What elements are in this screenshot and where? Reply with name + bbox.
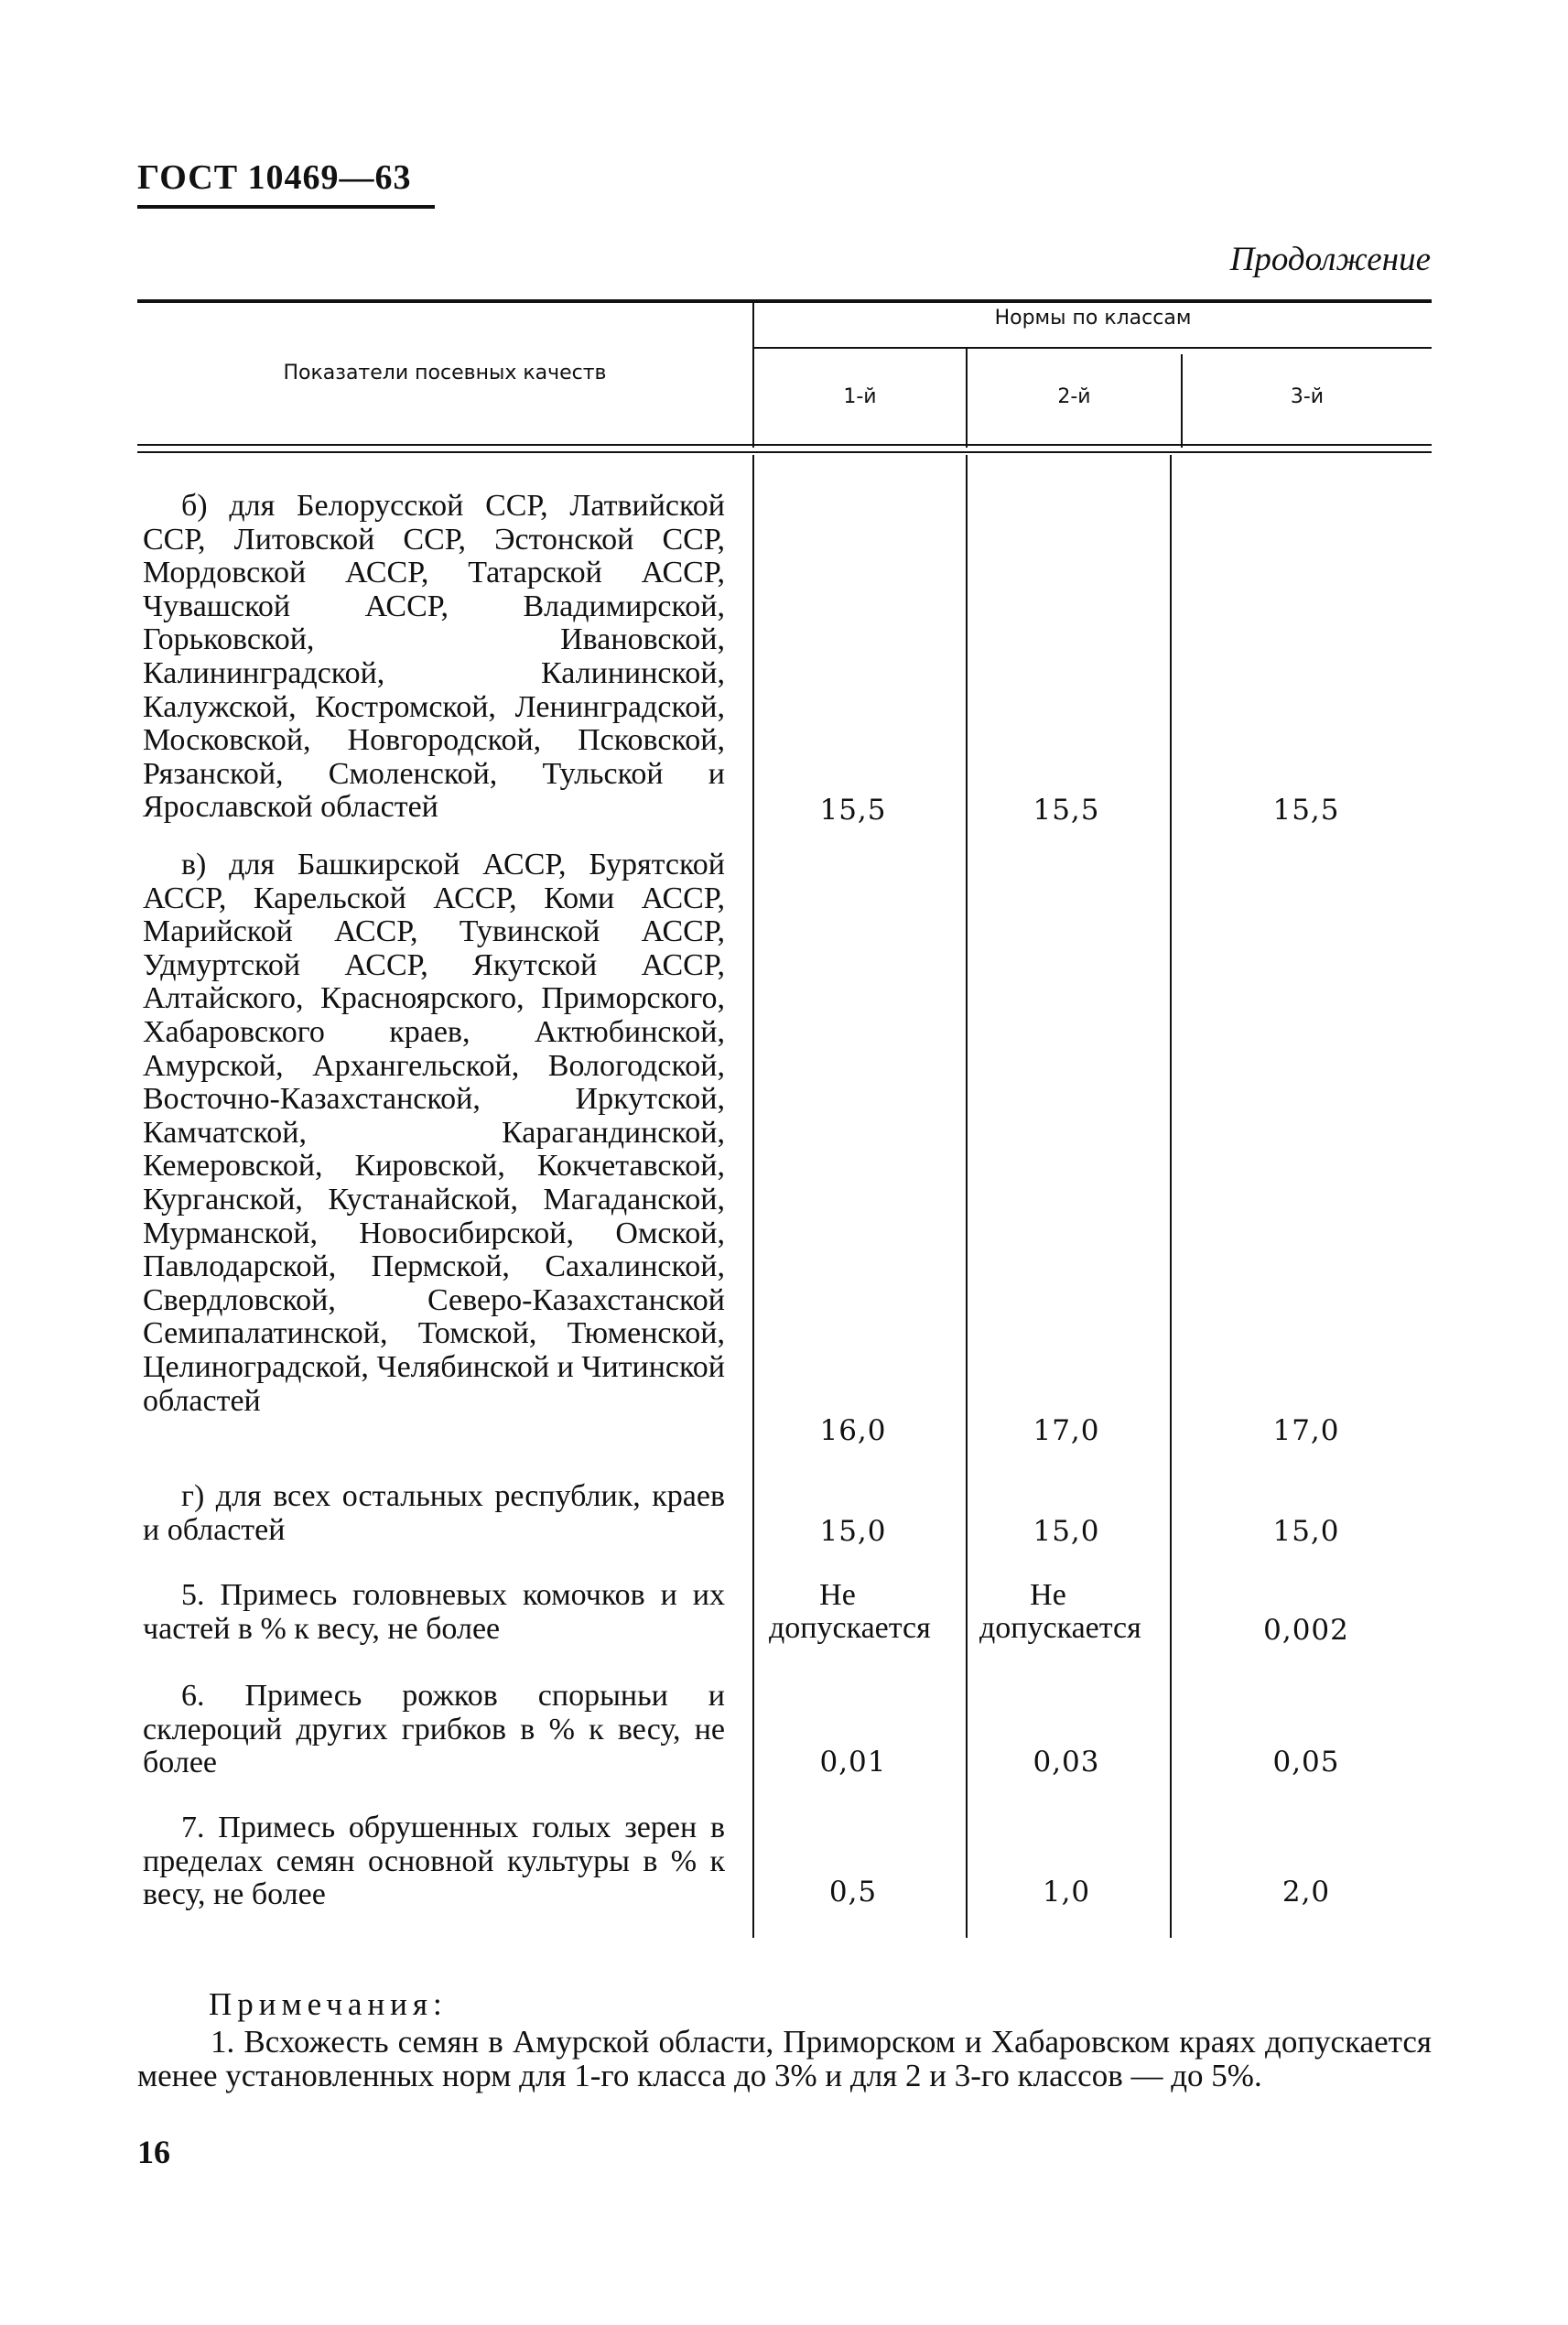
body-divider-2 [1170, 455, 1172, 1938]
table-row-6-class1: 0,01 [819, 1746, 887, 1779]
note-item-1: 1. Всхожесть семян в Амурской области, Приморском и Хабаровском краях допускается менее установленных норм для 1-го класса до 3% и для 2 и 3-го классов — до 5%. [137, 2024, 1432, 2093]
table-row-b-text: б) для Белорусской ССР, Латвийской ССР, Литовской ССР, Эстонской ССР, Мордовской АССР, Татарской АССР, Чувашской АССР, Владимирской, Горьковской, Ивановской, Калининградской, Калининской, Калужской, Костромской, Ленинградской, Московской, Новгородской, Псковской, Рязанской, Смоленской, Тульской и Ярославской областей [143, 489, 725, 825]
table-row-v-class3: 17,0 [1272, 1414, 1340, 1447]
norms-column-header: Нормы по классам [994, 307, 1192, 330]
table-row-b-class3: 15,5 [1272, 794, 1340, 827]
table-row-v-class2: 17,0 [1033, 1414, 1100, 1447]
table-top-rule [137, 299, 1432, 303]
table-row-7-text: 7. Примесь обрушенных голых зерен в пределах семян основной культуры в % к весу, не более [143, 1811, 725, 1912]
table-row-5-text: 5. Примесь головневых комочков и их частей в % к весу, не более [143, 1578, 725, 1646]
table-row-v-text: в) для Башкирской АССР, Бурятской АССР, Карельской АССР, Коми АССР, Марийской АССР, Тувинской АССР, Удмуртской АССР, Якутской АССР, Алтайского, Красноярского, Приморского, Хабаровского краев, Актюбинской, Амурской, Архангельской, Вологодской, Восточно-Казахстанской, Иркутской, Камчатской, Карагандинской, Кемеровской, Кировской, Кокчетавской, Курганской, Кустанайской, Магаданской, Мурманской, Новосибирской, Омской, Павлодарской, Пермской, Сахалинской, Свердловской, Северо-Казахстанской Семипалатинской, Томской, Тюменской, Целиноградской, Челябинской и Читинской областей [143, 848, 725, 1418]
body-divider-1 [966, 455, 968, 1938]
class-1-header: 1-й [843, 385, 877, 408]
table-row-7-class3: 2,0 [1281, 1876, 1331, 1909]
table-row-b-class1: 15,5 [819, 794, 887, 827]
indicator-column-header: Показатели посевных качеств [283, 362, 607, 384]
class-3-header: 3-й [1290, 385, 1325, 408]
table-header-double-rule [137, 444, 1432, 453]
table-row-b-class2: 15,5 [1033, 794, 1100, 827]
norms-table [137, 299, 1432, 1938]
body-divider-0 [752, 455, 754, 1938]
table-row-5-class2: Не допускается [979, 1578, 1141, 1645]
table-row-6-text: 6. Примесь рожков спорыньи и склероций других грибков в % к весу, не более [143, 1679, 725, 1780]
notes-title: Примечания: [209, 1986, 448, 2022]
class-2-header: 2-й [1057, 385, 1091, 408]
table-row-g-class1: 15,0 [819, 1515, 887, 1548]
table-row-g-class3: 15,0 [1272, 1515, 1340, 1548]
page-number: 16 [137, 2134, 170, 2170]
header-underline [137, 205, 435, 209]
table-row-6-class2: 0,03 [1033, 1746, 1100, 1779]
table-row-7-class1: 0,5 [828, 1876, 878, 1909]
table-row-6-class3: 0,05 [1272, 1746, 1340, 1779]
table-row-v-class1: 16,0 [819, 1414, 887, 1447]
continuation-label: Продолжение [1229, 241, 1431, 278]
table-row-g-text: г) для всех остальных республик, краев и областей [143, 1479, 725, 1547]
document-header-code: ГОСТ 10469—63 [137, 158, 412, 197]
table-row-g-class2: 15,0 [1033, 1515, 1100, 1548]
table-row-5-class3: 0,002 [1263, 1614, 1349, 1647]
table-row-7-class2: 1,0 [1042, 1876, 1091, 1909]
norms-subheader-rule [754, 347, 1432, 349]
table-row-5-class1: Не допускается [769, 1578, 931, 1645]
